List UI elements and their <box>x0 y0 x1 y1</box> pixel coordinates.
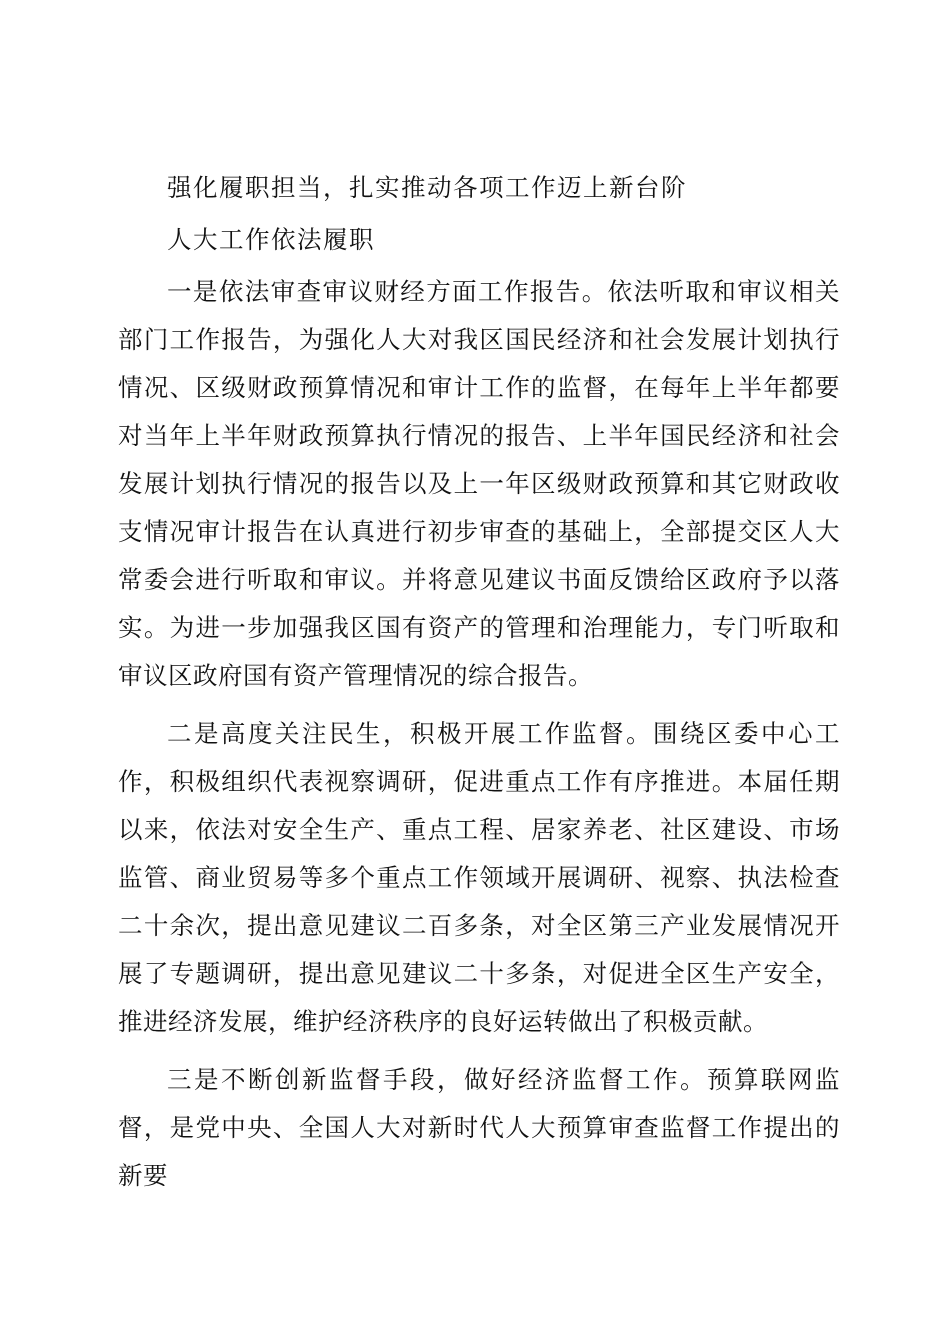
paragraph-2: 二是高度关注民生，积极开展工作监督。围绕区委中心工作，积极组织代表视察调研，促进重点工作有序推进。本届任期以来，依法对安全生产、重点工程、居家养老、社区建设、市场监管、商业贸易等多个重点工作领域开展调研、视察、执法检查二十余次，提出意见建议二百多条，对全区第三产业发展情况开展了专题调研，提出意见建议二十多条，对促进全区生产安全，推进经济发展，维护经济秩序的良好运转做出了积极贡献。 <box>118 719 840 1036</box>
paragraph-1: 一是依法审查审议财经方面工作报告。依法听取和审议相关部门工作报告，为强化人大对我区国民经济和社会发展计划执行情况、区级财政预算情况和审计工作的监督，在每年上半年都要对当年上半年财政预算执行情况的报告、上半年国民经济和社会发展计划执行情况的报告以及上一年区级财政预算和其它财政收支情况审计报告在认真进行初步审查的基础上，全部提交区人大常委会进行听取和审议。并将意见建议书面反馈给区政府予以落实。为进一步加强我区国有资产的管理和治理能力，专门听取和审议区政府国有资产管理情况的综合报告。 <box>118 277 840 690</box>
document-body <box>118 164 840 1200</box>
document-title: 强化履职担当，扎实推动各项工作迈上新台阶 <box>167 173 687 202</box>
paragraph-3: 三是不断创新监督手段，做好经济监督工作。预算联网监督，是党中央、全国人大对新时代人大预算审查监督工作提出的新要 <box>118 1065 840 1190</box>
document-subtitle: 人大工作依法履职 <box>167 225 375 254</box>
